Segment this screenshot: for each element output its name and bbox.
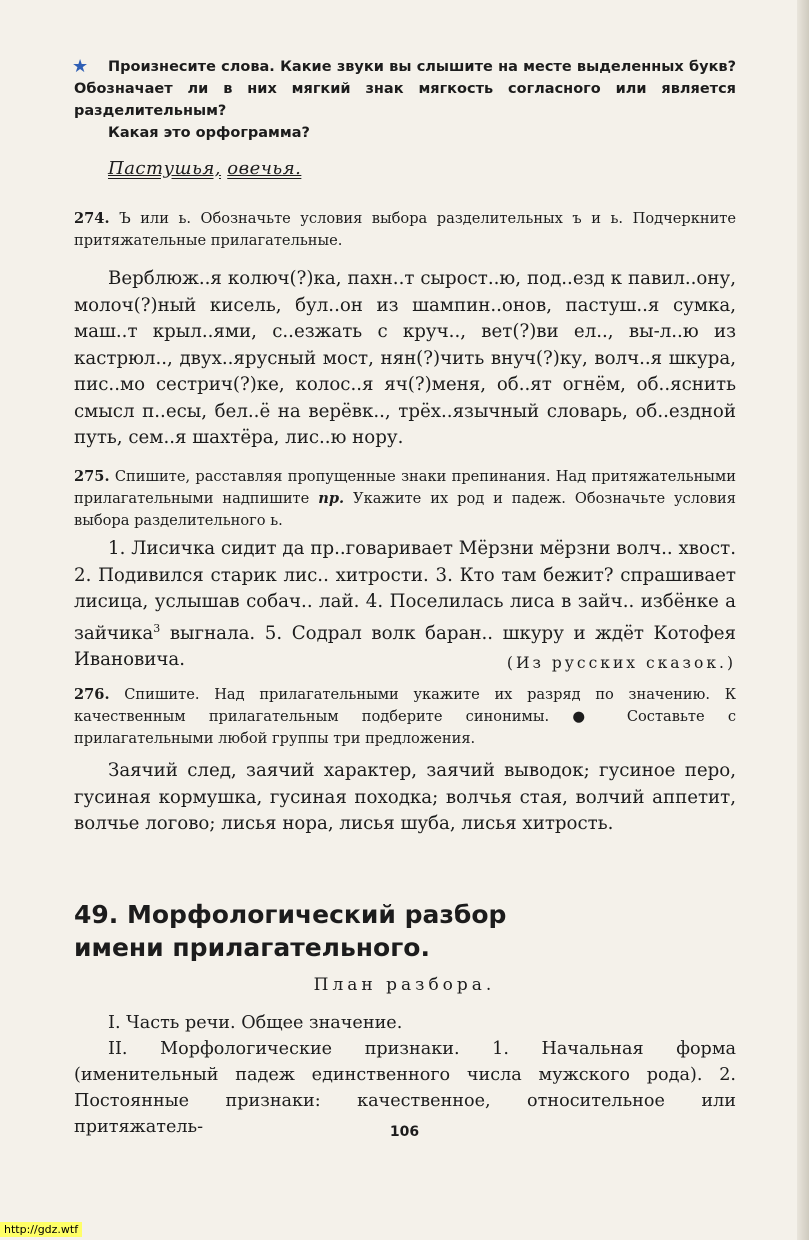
- exercise-text: Заячий след, заячий характер, заячий выводок; гусиное перо, гусиная кормушка, гусиная походка; волчья стая, волчий аппетит, волчье логово; лисья нора, лисья шуба, лисья хитрость.: [74, 760, 736, 834]
- intro-question: Произнесите слова. Какие звуки вы слышите на месте выделенных букв? Обозначает ли в них мягкий знак мягкость согласного или является разделительным?: [74, 59, 736, 119]
- section-heading: [74, 898, 736, 964]
- exercise-text: Верблюж..я колюч(?)ка, пахн..т сырост..ю, под..езд к павил..ону, молоч(?)ный кисель, бул..он из шампин..онов, пастуш..я сумка, маш..т крыл..ями, с..езжать с круч.., вет(?)ви ел.., вы-л..ю из кастрюл.., двух..ярусный мост, нян(?)чить внуч(?)ку, волч..я шкура, пис..мо сестрич(?)ке, колос..я яч(?)меня, об..ят огнём, об..яснить смысл п..есы, бел..ё на верёвк.., трёх..язычный словарь, об..ездной путь, сем..я шахтёра, лис..ю нору.: [74, 268, 736, 448]
- exercise-number: 276.: [74, 686, 110, 703]
- example-word-1: Пастушья,: [108, 158, 222, 179]
- watermark-link[interactable]: http://gdz.wtf: [0, 1222, 82, 1237]
- plan-list: [74, 1010, 736, 1140]
- exercise-276-text: [74, 758, 736, 838]
- exercise-275-text: [74, 536, 736, 674]
- exercise-276-task: [74, 684, 736, 750]
- section-heading-line1: 49. Морфологический разбор: [74, 900, 507, 929]
- page-number: 106: [389, 1124, 420, 1140]
- example-word-2: овечья.: [227, 158, 302, 179]
- exercise-instruction: Спишите, расставляя пропущенные знаки препинания. Над притяжательными прилагательными надпишите: [74, 468, 736, 507]
- plan-title: План разбора.: [313, 975, 496, 995]
- intro-examples: [108, 158, 736, 180]
- footnote-mark: 3: [153, 621, 161, 635]
- intro-question-orthogram: Какая это орфограмма?: [108, 125, 310, 141]
- exercise-number: 275.: [74, 468, 110, 485]
- intro-question-block: [74, 56, 736, 180]
- plan-item-1: I. Часть речи. Общее значение.: [108, 1013, 403, 1033]
- exercise-275-source: [74, 654, 736, 672]
- exercise-text: 1. Лисичка сидит да пр..говаривает Мёрзни мёрзни волч.. хвост. 2. Подивился старик лис.. хитрости. 3. Кто там бежит? спрашивает лисица, услышав собач.. лай. 4. Поселилась лиса в зайч.. избёнке а зайчика: [74, 538, 736, 644]
- exercise-instruction: Ъ или ь. Обозначьте условия выбора разделительных ъ и ь. Подчеркните притяжательные прилагательные.: [74, 210, 737, 249]
- exercise-instruction: Спишите. Над прилагательными укажите их разряд по значению. К качественным прилагательным подберите синонимы. ● Составьте с прилагательными любой группы три предложения.: [74, 686, 736, 747]
- exercise-number: 274.: [74, 210, 110, 227]
- exercise-275-task: [74, 466, 736, 532]
- source-attribution: (Из русских сказок.): [506, 654, 736, 672]
- exercise-text-cont: выгнала. 5. Содрал волк баран.. шкуру и ждёт Котофея Ивановича.: [74, 622, 736, 671]
- exercise-274-text: [74, 266, 736, 452]
- plan-item-2: II. Морфологические признаки. 1. Начальная форма (именительный падеж единственного числа мужского рода). 2. Постоянные признаки: качественное, относительное или притяжатель-: [74, 1039, 736, 1137]
- exercise-instruction-cont: Укажите их род и падеж. Обозначьте условия выбора разделительного ь.: [74, 490, 736, 529]
- section-heading-line2: имени прилагательного.: [74, 933, 430, 962]
- star-icon: ★: [72, 56, 89, 77]
- page-edge-shadow: [797, 0, 809, 1240]
- exercise-274-task: [74, 208, 736, 252]
- abbrev-pr: пр.: [318, 490, 345, 507]
